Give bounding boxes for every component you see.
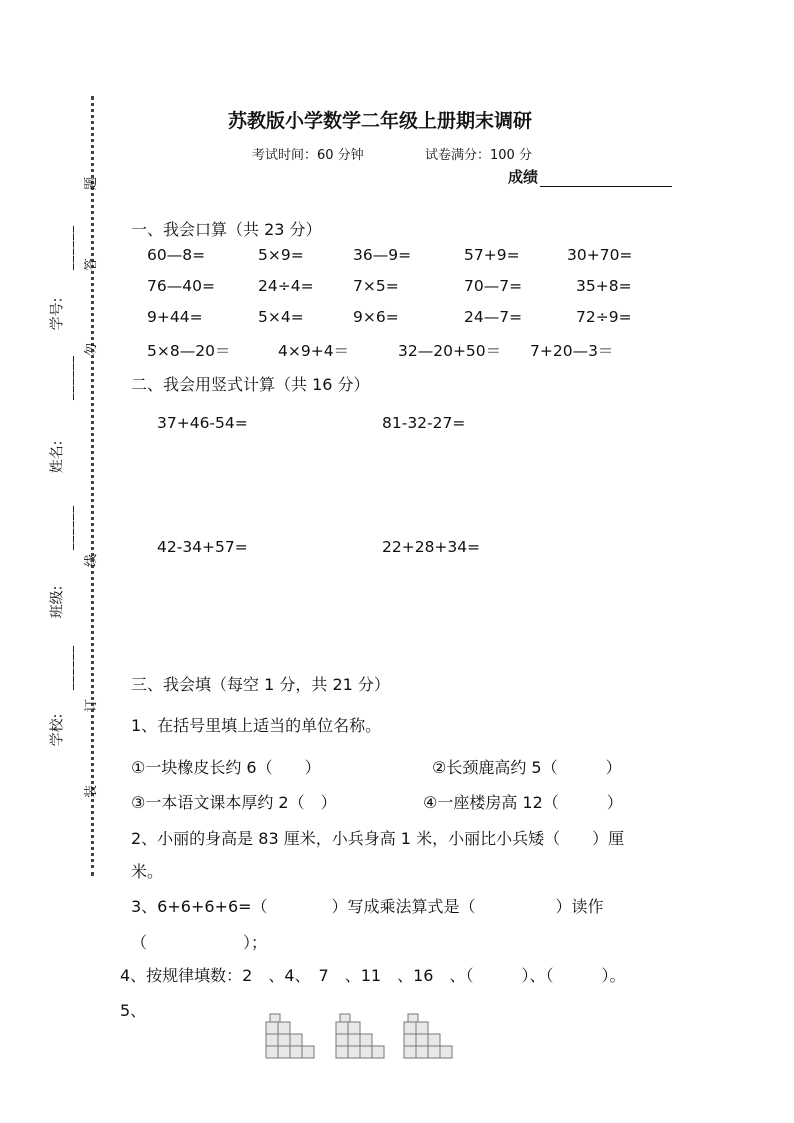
binding-char-3: 勿 [84, 342, 100, 357]
calc-item: 4×9+4＝ [278, 342, 350, 360]
calc-item: 7+20—3＝ [530, 342, 614, 360]
binding-char-1: 题 [84, 176, 100, 191]
page-title: 苏教版小学数学二年级上册期末调研 [228, 110, 533, 132]
binding-char-6: 装 [84, 784, 100, 799]
calc-item: 5×8—20＝ [147, 342, 231, 360]
calc-item: 76—40= [147, 277, 215, 295]
class-blank[interactable]: ______ [60, 505, 75, 550]
binding-dotted-line [91, 96, 94, 876]
calc-item: 24—7= [464, 308, 523, 326]
question-3: 3、6+6+6+6=（ ）写成乘法算式是（ ）读作 [131, 897, 604, 916]
cube-figure-1 [264, 1012, 316, 1062]
calc-item: 9+44= [147, 308, 203, 326]
calc-item: 70—7= [464, 277, 523, 295]
section-1-heading: 一、我会口算（共 23 分） [131, 220, 322, 239]
binding-char-4: 线 [84, 553, 100, 568]
calc-item: 5×9= [258, 246, 304, 264]
calc-item: 9×6= [353, 308, 399, 326]
cube-figure-2 [334, 1012, 386, 1062]
cube-figure-3 [402, 1012, 454, 1062]
calc-item: 36—9= [353, 246, 412, 264]
question-4: 4、按规律填数：2 、4、 7 、11 、16 、（ ）、（ ）。 [120, 966, 626, 985]
exam-time: 考试时间：60 分钟 [252, 148, 364, 163]
binding-char-5: 订 [84, 698, 100, 713]
question-1c: ③一本语文课本厚约 2（ ） [131, 793, 337, 812]
calc-item: 60—8= [147, 246, 206, 264]
question-1d: ④一座楼房高 12（ ） [423, 793, 623, 812]
question-1b: ②长颈鹿高约 5（ ） [432, 758, 622, 777]
student-id-label: 学号: [49, 297, 66, 331]
question-2: 2、小丽的身高是 83 厘米，小兵身高 1 米，小丽比小兵矮（ ）厘 [131, 829, 625, 848]
binding-char-2: 答 [84, 257, 100, 272]
full-score: 试卷满分：100 分 [425, 148, 532, 163]
name-blank[interactable]: ______ [60, 355, 75, 400]
section-3-heading: 三、我会填（每空 1 分，共 21 分） [131, 675, 390, 694]
student-id-blank[interactable]: ______ [60, 225, 75, 270]
school-label: 学校: [49, 713, 66, 747]
score-field[interactable] [508, 166, 672, 187]
calc-item: 30+70= [567, 246, 633, 264]
calc-item: 72÷9= [576, 308, 632, 326]
vertical-calc-item: 22+28+34= [382, 538, 481, 556]
calc-item: 57+9= [464, 246, 520, 264]
calc-item: 32—20+50＝ [398, 342, 502, 360]
vertical-calc-item: 42-34+57= [157, 538, 248, 556]
name-label: 姓名: [49, 440, 66, 474]
calc-item: 5×4= [258, 308, 304, 326]
question-1: 1、在括号里填上适当的单位名称。 [131, 716, 382, 735]
calc-item: 7×5= [353, 277, 399, 295]
question-1a: ①一块橡皮长约 6（ ） [131, 758, 321, 777]
calc-item: 24÷4= [258, 277, 314, 295]
school-blank[interactable]: ______ [60, 645, 75, 690]
calc-item: 35+8= [576, 277, 632, 295]
question-2-cont: 米。 [131, 862, 164, 881]
score-label: 成绩 [508, 168, 539, 186]
score-blank[interactable] [540, 170, 672, 187]
vertical-calc-item: 81-32-27= [382, 414, 466, 432]
class-label: 班级: [49, 585, 66, 619]
section-2-heading: 二、我会用竖式计算（共 16 分） [131, 375, 370, 394]
vertical-calc-item: 37+46-54= [157, 414, 248, 432]
question-3-cont: （ ）； [131, 933, 268, 952]
question-5: 5、 [120, 1001, 147, 1020]
